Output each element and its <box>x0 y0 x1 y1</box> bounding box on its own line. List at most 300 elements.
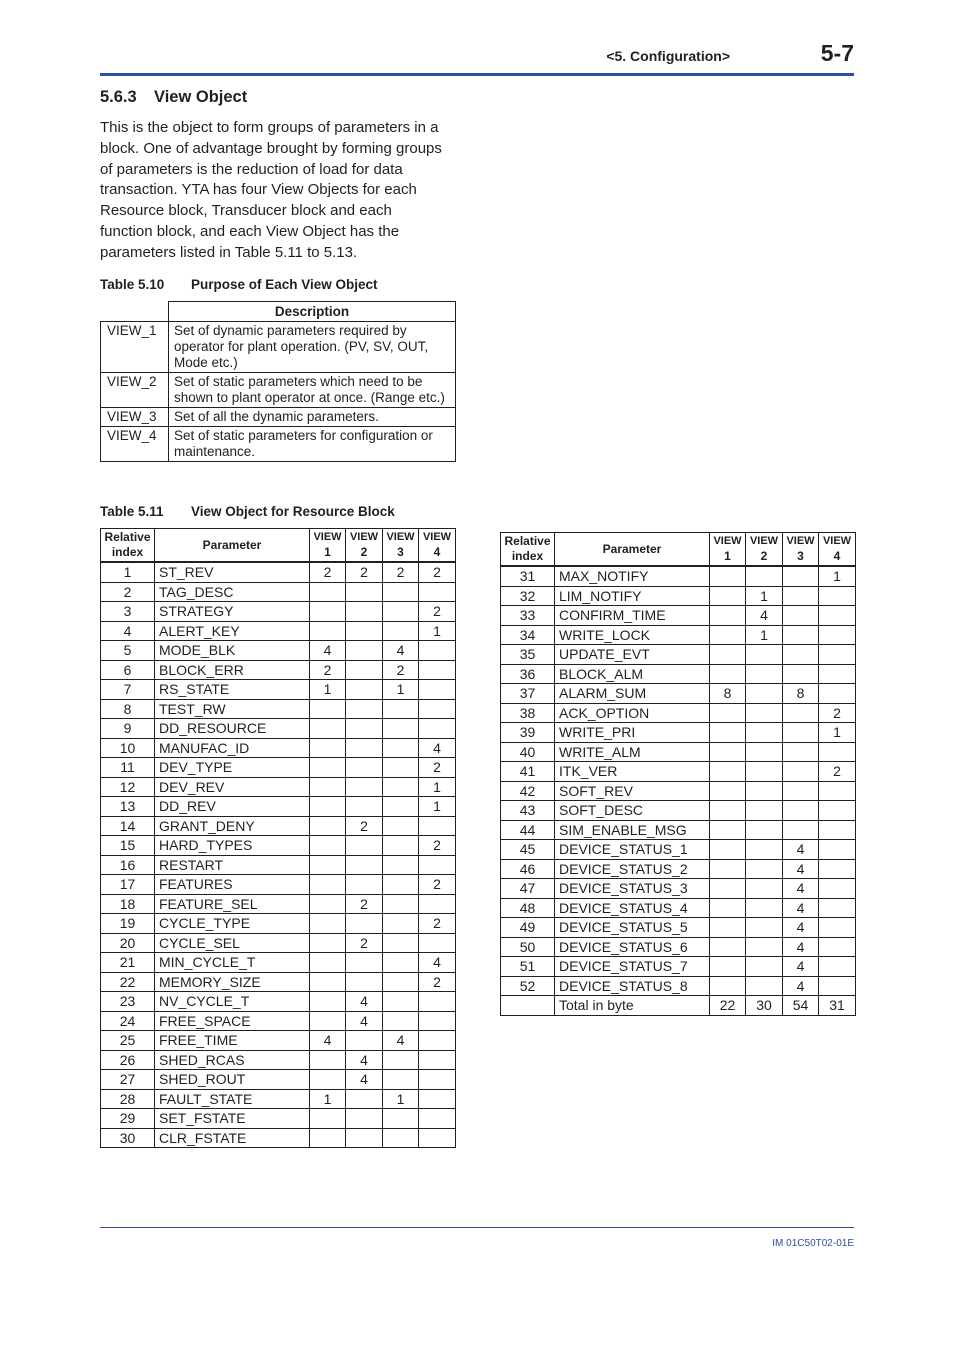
view-3-cell: 4 <box>783 898 819 918</box>
index-cell: 43 <box>501 801 555 821</box>
index-cell: 6 <box>101 660 155 680</box>
view-3-cell <box>783 742 819 762</box>
parameter-cell: UPDATE_EVT <box>555 645 710 665</box>
view-3-cell <box>383 621 419 641</box>
table-row <box>101 373 456 408</box>
parameter-cell: MEMORY_SIZE <box>155 972 310 992</box>
view-1-cell <box>310 621 346 641</box>
parameter-cell: Total in byte <box>555 996 710 1016</box>
view-4-cell <box>419 1089 456 1109</box>
view-1-cell <box>310 582 346 602</box>
view-2-cell <box>746 840 783 860</box>
view-2-cell: 4 <box>346 1011 383 1031</box>
view-3-cell <box>783 703 819 723</box>
view-1-cell: 22 <box>710 996 746 1016</box>
index-cell: 29 <box>101 1109 155 1129</box>
parameter-cell: FEATURE_SEL <box>155 894 310 914</box>
table-5-10-caption <box>100 277 378 292</box>
parameter-cell: LIM_NOTIFY <box>555 586 710 606</box>
intro-paragraph: This is the object to form groups of parameters in a block. One of advantage brought by forming groups of parameters is the reduction of load for data transaction. YTA has four View Objects for each Resource block, Transducer block and each function block, and each View Object has the parameters listed in Table 5.11 to 5.13. <box>100 119 442 261</box>
view-1-cell <box>310 875 346 895</box>
view-1-cell <box>710 976 746 996</box>
index-cell: 32 <box>501 586 555 606</box>
view-2-cell <box>346 602 383 622</box>
view-3-cell: 2 <box>383 562 419 582</box>
parameter-cell: TAG_DESC <box>155 582 310 602</box>
index-cell: 11 <box>101 758 155 778</box>
view-1-cell <box>310 1109 346 1129</box>
view-4-cell: 1 <box>819 566 856 586</box>
header-parameter: Parameter <box>155 529 310 563</box>
header-view-4: VIEW 4 <box>419 529 456 563</box>
table-row <box>101 738 456 758</box>
parameter-cell: DEVICE_STATUS_3 <box>555 879 710 899</box>
view-1-cell <box>310 933 346 953</box>
view-3-cell: 54 <box>783 996 819 1016</box>
table-row <box>101 894 456 914</box>
view-4-cell <box>819 742 856 762</box>
view-3-cell <box>783 625 819 645</box>
parameter-cell: DEVICE_STATUS_6 <box>555 937 710 957</box>
view-2-cell <box>346 836 383 856</box>
view-1-cell <box>710 625 746 645</box>
view-2-cell <box>346 914 383 934</box>
header-description: Description <box>169 302 456 322</box>
parameter-cell: DEVICE_STATUS_8 <box>555 976 710 996</box>
view-4-cell: 1 <box>819 723 856 743</box>
view-3-cell <box>783 820 819 840</box>
view-4-cell <box>419 660 456 680</box>
table-row <box>501 820 856 840</box>
view-3-cell <box>783 781 819 801</box>
view-2-cell <box>746 742 783 762</box>
view-4-cell: 2 <box>419 836 456 856</box>
parameter-cell: SOFT_REV <box>555 781 710 801</box>
view-1-cell <box>310 816 346 836</box>
view-1-cell: 2 <box>310 562 346 582</box>
table-row <box>101 660 456 680</box>
view-object-table-right <box>500 532 856 1016</box>
view-3-cell: 4 <box>783 957 819 977</box>
index-cell: 5 <box>101 641 155 661</box>
view-1-cell <box>310 1070 346 1090</box>
index-cell: 52 <box>501 976 555 996</box>
view-2-cell: 2 <box>346 894 383 914</box>
view-3-cell: 8 <box>783 684 819 704</box>
view-2-cell <box>746 684 783 704</box>
view-1-cell <box>710 606 746 626</box>
view-4-cell: 2 <box>419 875 456 895</box>
index-cell: 34 <box>501 625 555 645</box>
view-4-cell <box>819 664 856 684</box>
view-4-cell <box>819 898 856 918</box>
view-2-cell <box>746 664 783 684</box>
view-4-cell: 2 <box>819 762 856 782</box>
table-row <box>501 879 856 899</box>
table-row <box>101 816 456 836</box>
view-2-cell: 4 <box>746 606 783 626</box>
view-3-cell <box>783 723 819 743</box>
view-4-cell <box>419 1050 456 1070</box>
view-object-table-left <box>100 528 456 1148</box>
view-1-cell: 1 <box>310 1089 346 1109</box>
view-1-cell: 2 <box>310 660 346 680</box>
parameter-cell: DD_REV <box>155 797 310 817</box>
table-header-row <box>501 533 856 567</box>
view-4-cell: 1 <box>419 797 456 817</box>
table-row <box>501 957 856 977</box>
table-row <box>501 762 856 782</box>
view-3-cell: 4 <box>383 1031 419 1051</box>
view-2-cell <box>346 660 383 680</box>
header-empty-cell <box>101 302 169 322</box>
parameter-cell: CYCLE_TYPE <box>155 914 310 934</box>
parameter-cell: GRANT_DENY <box>155 816 310 836</box>
table-row <box>101 914 456 934</box>
parameter-cell: TEST_RW <box>155 699 310 719</box>
table-row <box>101 777 456 797</box>
view-2-cell <box>346 875 383 895</box>
view-1-cell <box>310 719 346 739</box>
parameter-cell: SHED_ROUT <box>155 1070 310 1090</box>
parameter-cell: SOFT_DESC <box>555 801 710 821</box>
index-cell: 37 <box>501 684 555 704</box>
section-title: View Object <box>154 88 248 106</box>
table-row <box>501 898 856 918</box>
index-cell: 39 <box>501 723 555 743</box>
table-row <box>501 781 856 801</box>
view-1-cell <box>310 1128 346 1148</box>
table-row <box>501 859 856 879</box>
parameter-cell: CYCLE_SEL <box>155 933 310 953</box>
table-row <box>501 625 856 645</box>
parameter-cell: ALARM_SUM <box>555 684 710 704</box>
parameter-cell: RS_STATE <box>155 680 310 700</box>
view-3-cell <box>783 645 819 665</box>
table-row <box>101 1089 456 1109</box>
view-1-cell <box>710 762 746 782</box>
view-4-cell <box>819 937 856 957</box>
view-3-cell: 1 <box>383 1089 419 1109</box>
view-name-cell: VIEW_3 <box>101 408 169 427</box>
parameter-cell: FREE_TIME <box>155 1031 310 1051</box>
table-header-row <box>101 302 456 322</box>
view-1-cell <box>710 937 746 957</box>
view-1-cell <box>710 723 746 743</box>
table-row <box>501 742 856 762</box>
index-cell: 14 <box>101 816 155 836</box>
view-1-cell <box>310 699 346 719</box>
view-3-cell <box>383 1109 419 1129</box>
table-row <box>501 566 856 586</box>
view-1-cell <box>710 879 746 899</box>
view-4-cell <box>819 840 856 860</box>
view-4-cell <box>419 1128 456 1148</box>
view-2-cell <box>346 641 383 661</box>
view-1-cell <box>310 953 346 973</box>
view-3-cell: 4 <box>783 918 819 938</box>
view-2-cell <box>746 937 783 957</box>
header-view-1: VIEW 1 <box>310 529 346 563</box>
parameter-cell: MODE_BLK <box>155 641 310 661</box>
table-row <box>101 992 456 1012</box>
view-4-cell <box>419 680 456 700</box>
table-row <box>101 1050 456 1070</box>
header-view-3: VIEW 3 <box>783 533 819 567</box>
parameter-cell: HARD_TYPES <box>155 836 310 856</box>
index-cell: 50 <box>501 937 555 957</box>
view-2-cell <box>346 758 383 778</box>
parameter-cell: WRITE_ALM <box>555 742 710 762</box>
view-4-cell <box>819 918 856 938</box>
view-4-cell <box>819 781 856 801</box>
view-4-cell <box>819 801 856 821</box>
view-2-cell <box>346 1089 383 1109</box>
parameter-cell: FAULT_STATE <box>155 1089 310 1109</box>
view-1-cell <box>310 602 346 622</box>
table-row <box>501 586 856 606</box>
view-3-cell <box>383 777 419 797</box>
view-3-cell: 4 <box>783 937 819 957</box>
view-4-cell: 4 <box>419 953 456 973</box>
index-cell: 25 <box>101 1031 155 1051</box>
view-3-cell <box>383 836 419 856</box>
view-3-cell <box>383 972 419 992</box>
index-cell: 35 <box>501 645 555 665</box>
index-cell: 44 <box>501 820 555 840</box>
view-4-cell <box>419 641 456 661</box>
view-4-cell <box>819 879 856 899</box>
view-2-cell <box>346 1031 383 1051</box>
header-relative-index: Relative index <box>101 529 155 563</box>
view-2-cell <box>746 566 783 586</box>
table-row <box>101 621 456 641</box>
index-cell: 23 <box>101 992 155 1012</box>
view-3-cell: 1 <box>383 680 419 700</box>
parameter-cell: FREE_SPACE <box>155 1011 310 1031</box>
parameter-cell: ACK_OPTION <box>555 703 710 723</box>
view-2-cell <box>346 1128 383 1148</box>
view-2-cell: 1 <box>746 586 783 606</box>
index-cell: 30 <box>101 1128 155 1148</box>
header-view-2: VIEW 2 <box>746 533 783 567</box>
view-1-cell <box>710 781 746 801</box>
view-4-cell: 2 <box>819 703 856 723</box>
view-4-cell <box>819 859 856 879</box>
header-rule <box>100 73 854 76</box>
table-row <box>101 427 456 462</box>
header-relative-index: Relative index <box>501 533 555 567</box>
table-number: Table 5.10 <box>100 277 165 292</box>
parameter-cell: ALERT_KEY <box>155 621 310 641</box>
view-3-cell <box>383 816 419 836</box>
index-cell: 26 <box>101 1050 155 1070</box>
parameter-cell: WRITE_LOCK <box>555 625 710 645</box>
view-4-cell <box>419 719 456 739</box>
header-view-3: VIEW 3 <box>383 529 419 563</box>
parameter-cell: DEVICE_STATUS_4 <box>555 898 710 918</box>
chapter-title: <5. Configuration> <box>606 48 730 64</box>
view-4-cell <box>819 684 856 704</box>
view-3-cell <box>383 953 419 973</box>
view-name-cell: VIEW_2 <box>101 373 169 408</box>
description-cell: Set of dynamic parameters required by operator for plant operation. (PV, SV, OUT, Mode etc.) <box>169 322 456 373</box>
table-row <box>101 699 456 719</box>
table-row <box>501 976 856 996</box>
view-2-cell <box>746 879 783 899</box>
view-2-cell <box>346 680 383 700</box>
view-1-cell: 4 <box>310 641 346 661</box>
table-row <box>101 1070 456 1090</box>
view-3-cell <box>383 1070 419 1090</box>
index-cell: 33 <box>501 606 555 626</box>
view-2-cell <box>346 621 383 641</box>
index-cell: 31 <box>501 566 555 586</box>
table-row <box>501 684 856 704</box>
parameter-cell: DEVICE_STATUS_1 <box>555 840 710 860</box>
index-cell: 47 <box>501 879 555 899</box>
view-3-cell <box>383 1050 419 1070</box>
index-cell: 9 <box>101 719 155 739</box>
header-view-1: VIEW 1 <box>710 533 746 567</box>
index-cell: 41 <box>501 762 555 782</box>
view-2-cell <box>346 699 383 719</box>
view-4-cell <box>419 933 456 953</box>
header-view-4: VIEW 4 <box>819 533 856 567</box>
index-cell: 7 <box>101 680 155 700</box>
table-row <box>501 645 856 665</box>
view-4-cell <box>819 645 856 665</box>
view-3-cell <box>383 582 419 602</box>
view-4-cell <box>819 976 856 996</box>
view-3-cell <box>383 894 419 914</box>
view-4-cell <box>819 820 856 840</box>
view-1-cell <box>310 836 346 856</box>
index-cell: 15 <box>101 836 155 856</box>
view-2-cell <box>746 762 783 782</box>
parameter-cell: ST_REV <box>155 562 310 582</box>
view-1-cell: 4 <box>310 1031 346 1051</box>
view-3-cell: 4 <box>783 840 819 860</box>
index-cell: 49 <box>501 918 555 938</box>
view-3-cell <box>383 797 419 817</box>
view-4-cell <box>419 699 456 719</box>
index-cell: 24 <box>101 1011 155 1031</box>
table-row <box>101 602 456 622</box>
view-1-cell <box>310 1050 346 1070</box>
index-cell: 18 <box>101 894 155 914</box>
view-name-cell: VIEW_4 <box>101 427 169 462</box>
table-title: Purpose of Each View Object <box>191 277 378 292</box>
index-cell: 42 <box>501 781 555 801</box>
view-4-cell: 2 <box>419 562 456 582</box>
view-4-cell <box>419 1109 456 1129</box>
view-2-cell: 30 <box>746 996 783 1016</box>
view-1-cell <box>710 918 746 938</box>
view-2-cell <box>346 777 383 797</box>
view-2-cell <box>746 781 783 801</box>
view-1-cell <box>710 703 746 723</box>
parameter-cell: MAX_NOTIFY <box>555 566 710 586</box>
view-1-cell <box>310 758 346 778</box>
parameter-cell: DEV_REV <box>155 777 310 797</box>
view-2-cell <box>746 859 783 879</box>
parameter-cell: DEVICE_STATUS_7 <box>555 957 710 977</box>
table-row <box>101 855 456 875</box>
view-2-cell <box>746 957 783 977</box>
view-3-cell: 4 <box>383 641 419 661</box>
header-view-2: VIEW 2 <box>346 529 383 563</box>
table-row <box>101 641 456 661</box>
parameter-cell: SET_FSTATE <box>155 1109 310 1129</box>
view-3-cell <box>783 762 819 782</box>
parameter-cell: BLOCK_ALM <box>555 664 710 684</box>
view-2-cell <box>346 582 383 602</box>
view-3-cell <box>383 875 419 895</box>
view-4-cell: 2 <box>419 914 456 934</box>
table-row <box>101 1128 456 1148</box>
view-4-cell <box>419 894 456 914</box>
view-2-cell <box>746 976 783 996</box>
index-cell: 36 <box>501 664 555 684</box>
index-cell: 27 <box>101 1070 155 1090</box>
table-row <box>101 875 456 895</box>
view-1-cell <box>710 820 746 840</box>
parameter-cell: BLOCK_ERR <box>155 660 310 680</box>
view-2-cell: 2 <box>346 562 383 582</box>
view-4-cell <box>419 1031 456 1051</box>
view-name-cell: VIEW_1 <box>101 322 169 373</box>
view-1-cell <box>310 914 346 934</box>
view-4-cell <box>419 816 456 836</box>
view-1-cell <box>310 894 346 914</box>
view-2-cell: 4 <box>346 1050 383 1070</box>
view-1-cell <box>310 855 346 875</box>
parameter-cell: STRATEGY <box>155 602 310 622</box>
index-cell: 13 <box>101 797 155 817</box>
section-number: 5.6.3 <box>100 88 137 106</box>
table-row <box>101 836 456 856</box>
view-2-cell: 2 <box>346 816 383 836</box>
table-row <box>501 703 856 723</box>
view-1-cell <box>710 801 746 821</box>
index-cell: 4 <box>101 621 155 641</box>
view-3-cell <box>383 738 419 758</box>
document-id: IM 01C50T02-01E <box>772 1238 854 1249</box>
footer-rule <box>100 1227 854 1228</box>
view-3-cell <box>783 566 819 586</box>
index-cell: 17 <box>101 875 155 895</box>
parameter-cell: ITK_VER <box>555 762 710 782</box>
view-1-cell <box>710 742 746 762</box>
view-4-cell: 4 <box>419 738 456 758</box>
table-row <box>501 937 856 957</box>
view-2-cell <box>346 953 383 973</box>
table-row <box>501 606 856 626</box>
parameter-cell: DEV_TYPE <box>155 758 310 778</box>
index-cell: 28 <box>101 1089 155 1109</box>
index-cell: 16 <box>101 855 155 875</box>
view-1-cell <box>310 777 346 797</box>
view-4-cell <box>819 606 856 626</box>
table-header-row <box>101 529 456 563</box>
view-4-cell: 1 <box>419 621 456 641</box>
table-row <box>501 996 856 1016</box>
table-row <box>101 1011 456 1031</box>
view-3-cell: 4 <box>783 976 819 996</box>
table-row <box>501 801 856 821</box>
parameter-cell: CLR_FSTATE <box>155 1128 310 1148</box>
